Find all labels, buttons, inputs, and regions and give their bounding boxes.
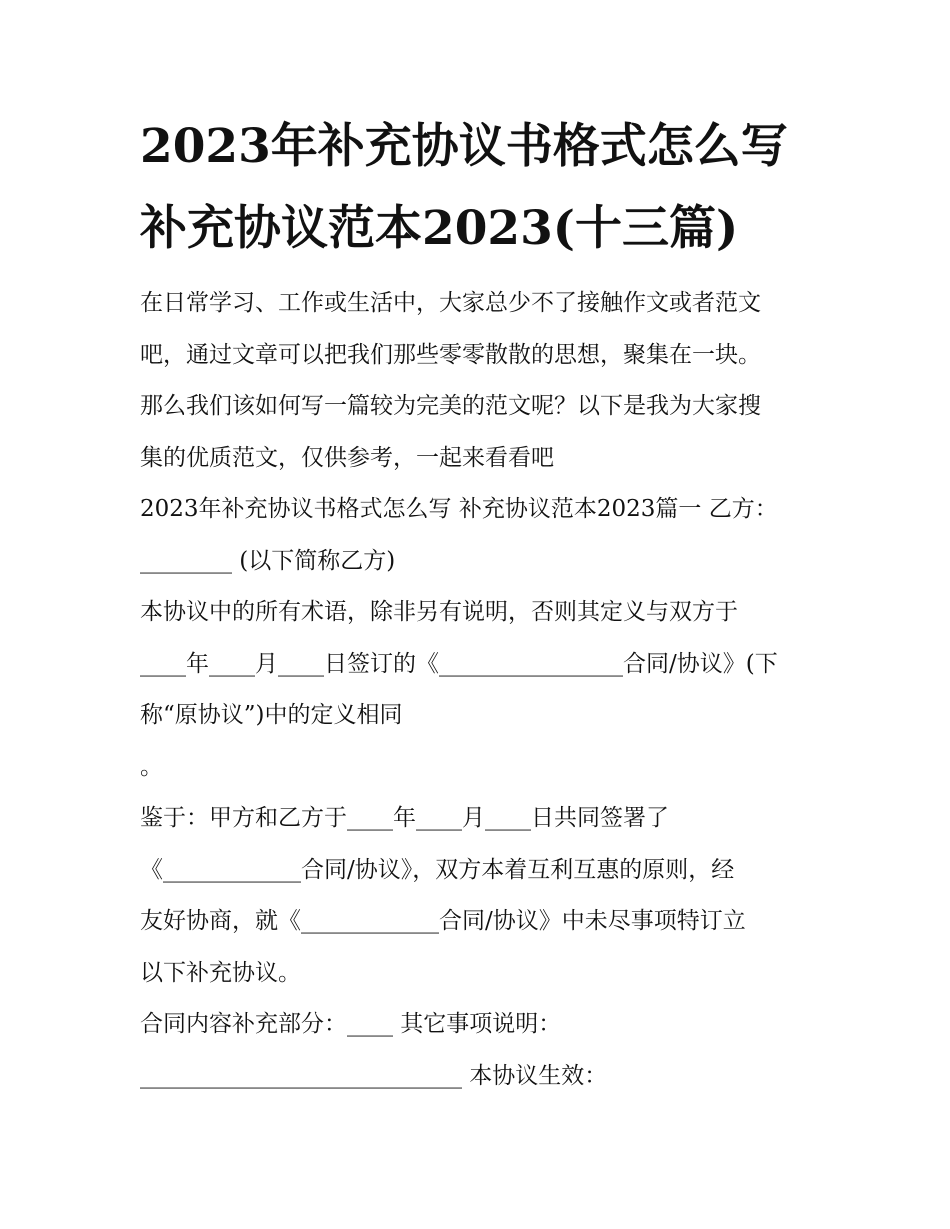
title-line-2: 补充协议范本2023(十三篇) bbox=[140, 201, 739, 256]
body-line-13: 友好协商，就《____________合同/协议》中未尽事项特订立 bbox=[140, 908, 746, 934]
document-body bbox=[140, 278, 820, 1102]
body-line-16: ____________________________ 本协议生效： bbox=[140, 1062, 608, 1089]
title-line-1: 2023年补充协议书格式怎么写 bbox=[140, 119, 788, 174]
body-line-10: 。 bbox=[140, 753, 163, 780]
body-line-12: 《____________合同/协议》，双方本着互利互惠的原则，经 bbox=[140, 856, 735, 883]
body-line-15: 合同内容补充部分：____ 其它事项说明： bbox=[140, 1011, 562, 1037]
body-line-11: 鉴于：甲方和乙方于____年____月____日共同签署了 bbox=[140, 805, 669, 831]
body-line-1: 在日常学习、工作或生活中，大家总少不了接触作文或者范文 bbox=[140, 290, 761, 316]
body-line-5: 2023年补充协议书格式怎么写 补充协议范本2023篇一 乙方： bbox=[140, 496, 778, 522]
body-line-7: 本协议中的所有术语，除非另有说明，否则其定义与双方于 bbox=[140, 599, 738, 625]
body-line-9: 称“原协议”)中的定义相同 bbox=[140, 702, 403, 728]
body-line-8: ____年____月____日签订的《________________合同/协议》(下 bbox=[140, 650, 778, 677]
body-line-4: 集的优质范文，仅供参考，一起来看看吧 bbox=[140, 444, 554, 471]
body-line-2: 吧，通过文章可以把我们那些零零散散的思想，聚集在一块。 bbox=[140, 341, 761, 368]
body-line-6: ________ (以下简称乙方) bbox=[140, 547, 396, 574]
document-title bbox=[140, 106, 820, 270]
body-line-3: 那么我们该如何写一篇较为完美的范文呢？以下是我为大家搜 bbox=[140, 393, 761, 419]
body-line-14: 以下补充协议。 bbox=[140, 959, 301, 986]
